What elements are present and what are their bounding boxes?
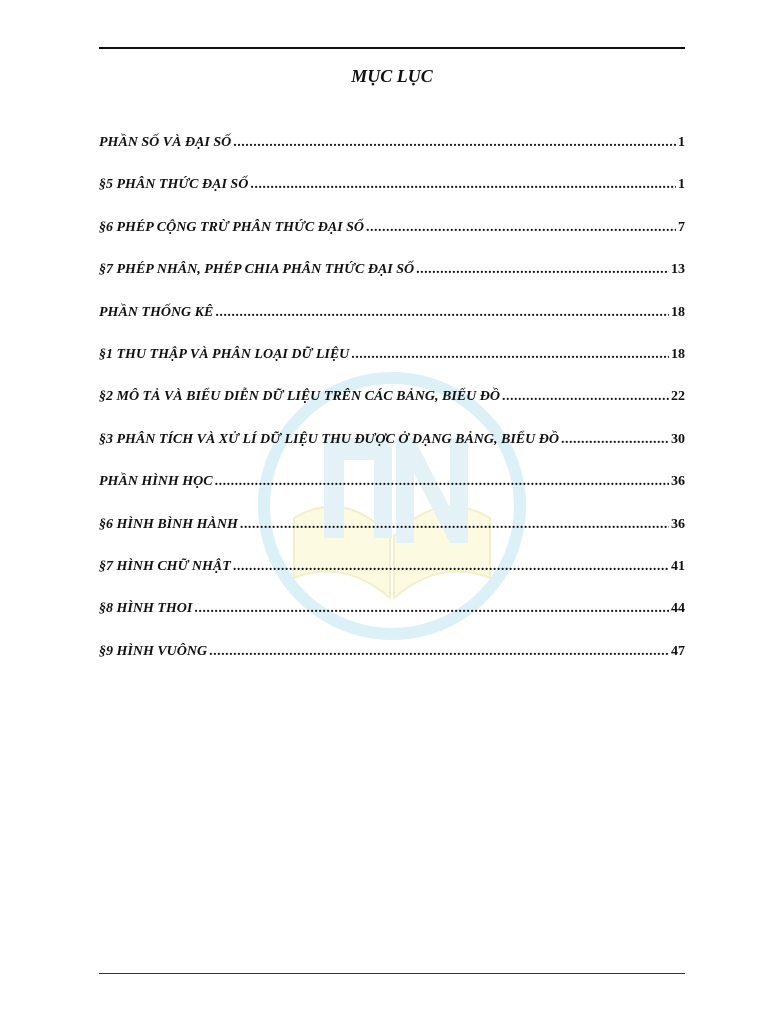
toc-entry[interactable] <box>99 514 685 556</box>
toc-entry-title: PHẦN HÌNH HỌC <box>99 474 213 490</box>
toc-dot-leader <box>233 132 676 154</box>
toc-dot-leader <box>240 514 669 536</box>
toc-page-number: 18 <box>671 346 685 362</box>
toc-page-number: 44 <box>671 601 685 617</box>
toc-page-number: 22 <box>671 389 685 405</box>
toc-page-number: 18 <box>671 304 685 320</box>
header-rule <box>99 47 685 49</box>
toc-entry-title: §6 HÌNH BÌNH HÀNH <box>99 516 238 532</box>
toc-entry[interactable] <box>99 429 685 471</box>
toc-page-number: 7 <box>678 219 685 235</box>
toc-dot-leader <box>194 598 669 620</box>
toc-entry[interactable] <box>99 217 685 259</box>
toc-page-number: 30 <box>671 431 685 447</box>
toc-entry-title: §3 PHÂN TÍCH VÀ XỬ LÍ DỮ LIỆU THU ĐƯỢC Ở DẠNG BẢNG, BIỂU ĐỒ <box>99 431 559 447</box>
toc-entry[interactable] <box>99 132 685 174</box>
toc-entry-title: §7 PHÉP NHÂN, PHÉP CHIA PHÂN THỨC ĐẠI SỐ <box>99 262 415 278</box>
toc-entry[interactable] <box>99 174 685 216</box>
toc-entry-title: PHẦN THỐNG KÊ <box>99 304 214 320</box>
toc-entry[interactable] <box>99 302 685 344</box>
toc-entry-title: §5 PHÂN THỨC ĐẠI SỐ <box>99 177 249 193</box>
toc-entry[interactable] <box>99 641 685 683</box>
toc-entry[interactable] <box>99 344 685 386</box>
toc-entry[interactable] <box>99 598 685 640</box>
toc-dot-leader <box>561 429 669 451</box>
toc-entry-title: PHẦN SỐ VÀ ĐẠI SỐ <box>99 135 232 150</box>
toc-entry-title: §6 PHÉP CỘNG TRỪ PHÂN THỨC ĐẠI SỐ <box>99 219 365 235</box>
toc-page-number: 41 <box>671 558 685 574</box>
toc-page-number: 47 <box>671 643 685 659</box>
toc-entry-title: §9 HÌNH VUÔNG <box>99 643 208 659</box>
toc-entry[interactable] <box>99 556 685 598</box>
toc-dot-leader <box>250 174 676 196</box>
footer-rule <box>99 973 685 974</box>
toc-dot-leader <box>351 344 669 366</box>
toc-dot-leader <box>502 386 669 408</box>
toc-entry-title: §2 MÔ TẢ VÀ BIỂU DIỄN DỮ LIỆU TRÊN CÁC BẢNG, BIỂU ĐỒ <box>99 389 500 405</box>
toc-page-number: 1 <box>678 177 685 193</box>
toc-entry[interactable] <box>99 386 685 428</box>
toc-dot-leader <box>366 217 676 239</box>
toc-dot-leader <box>416 259 669 281</box>
toc-page-number: 1 <box>678 135 685 150</box>
toc-entry-title: §7 HÌNH CHỮ NHẬT <box>99 558 231 574</box>
toc-entry[interactable] <box>99 471 685 513</box>
toc-dot-leader <box>233 556 669 578</box>
toc-page-number: 13 <box>671 262 685 278</box>
toc-page-number: 36 <box>671 474 685 490</box>
toc-entry-title: §1 THU THẬP VÀ PHÂN LOẠI DỮ LIỆU <box>99 346 350 362</box>
toc-entry[interactable] <box>99 259 685 301</box>
page-title: MỤC LỤC <box>351 66 433 86</box>
toc-entry-title: §8 HÌNH THOI <box>99 601 193 617</box>
toc-dot-leader <box>215 471 669 493</box>
toc-dot-leader <box>209 641 669 663</box>
table-of-contents <box>99 132 685 683</box>
toc-dot-leader <box>215 302 669 324</box>
toc-page-number: 36 <box>671 516 685 532</box>
